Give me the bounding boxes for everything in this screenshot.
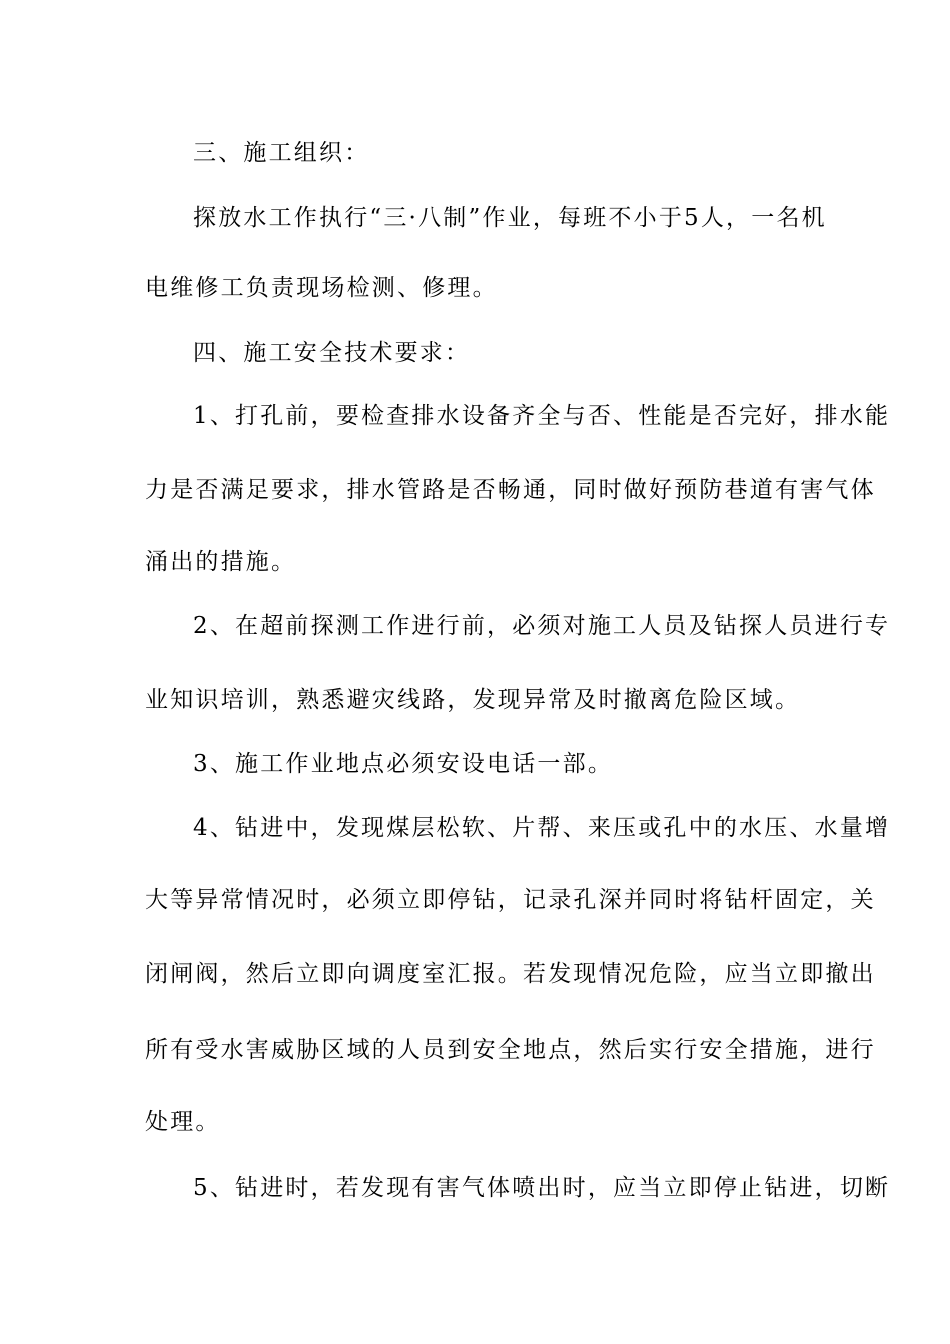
paragraph-line: 电维修工负责现场检测、修理。 [145, 275, 498, 301]
paragraph-line: 涌出的措施。 [145, 549, 297, 575]
paragraph-line: 5、钻进时，若发现有害气体喷出时，应当立即停止钻进，切断 [193, 1175, 891, 1201]
paragraph-line: 所有受水害威胁区域的人员到安全地点，然后实行安全措施，进行 [145, 1037, 876, 1063]
paragraph-line: 1、打孔前，要检查排水设备齐全与否、性能是否完好，排水能 [193, 403, 891, 429]
paragraph-line: 3、施工作业地点必须安设电话一部。 [193, 751, 614, 777]
paragraph-line: 探放水工作执行“三·八制”作业，每班不小于5人，一名机 [193, 205, 827, 231]
paragraph-line: 大等异常情况时，必须立即停钻，记录孔深并同时将钻杆固定，关 [145, 887, 876, 913]
paragraph-line: 处理。 [145, 1109, 221, 1135]
section-heading-safety-requirements: 四、施工安全技术要求： [193, 340, 471, 366]
paragraph-line: 业知识培训，熟悉避灾线路，发现异常及时撤离危险区域。 [145, 687, 801, 713]
paragraph-line: 2、在超前探测工作进行前，必须对施工人员及钻探人员进行专 [193, 613, 891, 639]
paragraph-line: 闭闸阀，然后立即向调度室汇报。若发现情况危险，应当立即撤出 [145, 961, 876, 987]
paragraph-line: 力是否满足要求，排水管路是否畅通，同时做好预防巷道有害气体 [145, 477, 876, 503]
section-heading-construction-organization: 三、施工组织： [193, 140, 370, 166]
paragraph-line: 4、钻进中，发现煤层松软、片帮、来压或孔中的水压、水量增 [193, 815, 891, 841]
